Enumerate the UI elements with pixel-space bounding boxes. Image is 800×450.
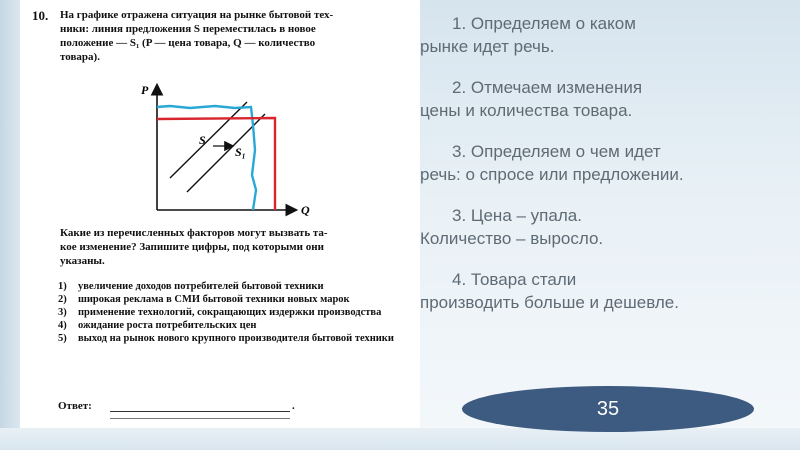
task-line: положение — S₁ (P — цена товара, Q — количество [60, 37, 316, 49]
step-line: 1. Определяем о каком [452, 14, 636, 33]
option-1 [58, 280, 408, 293]
task-line: товара). [60, 51, 100, 63]
supply-shift-graph [135, 80, 315, 225]
question-line: Какие из перечисленных факторов могут вызвать та- [60, 227, 328, 239]
step-5 [420, 268, 790, 314]
step-1 [420, 12, 790, 58]
question-line: указаны. [60, 255, 105, 267]
step-3 [420, 140, 790, 186]
option-text: выход на рынок нового крупного производителя бытовой техники [78, 333, 394, 344]
answer-options [58, 280, 408, 345]
option-text: ожидание роста потребительских цен [78, 320, 257, 331]
slide-bottom-frame [0, 428, 800, 450]
answer-label: Ответ: [58, 400, 92, 412]
option-number: 4) [58, 320, 67, 331]
slide-left-frame [0, 0, 20, 450]
task-line: ники: линия предложения S переместилась в новое [60, 23, 316, 35]
step-2 [420, 76, 790, 122]
step-line: речь: о спросе или предложении. [420, 165, 684, 184]
curve-s1-label: S₁ [235, 145, 246, 159]
step-line: рынке идет речь. [420, 37, 555, 56]
option-number: 1) [58, 281, 67, 292]
option-5 [58, 332, 408, 345]
option-text: применение технологий, сокращающих издержки производства [78, 307, 382, 318]
step-4 [420, 204, 790, 250]
option-2 [58, 293, 408, 306]
x-axis-label: Q [301, 203, 310, 217]
step-line: 3. Цена – упала. [452, 206, 582, 225]
answer-blank-underline [110, 418, 290, 419]
task-line: На графике отражена ситуация на рынке бытовой тех- [60, 9, 334, 21]
option-number: 3) [58, 307, 67, 318]
step-line: 2. Отмечаем изменения [452, 78, 643, 97]
option-3 [58, 306, 408, 319]
y-axis-label: P [141, 83, 149, 97]
task-number: 10. [32, 8, 49, 23]
option-text: широкая реклама в СМИ бытовой техники новых марок [78, 294, 350, 305]
solution-steps [420, 12, 790, 332]
question-line: кое изменение? Запишите цифры, под которыми они [60, 241, 324, 253]
question-text [60, 226, 405, 268]
curve-s-label: S [199, 133, 206, 147]
task-statement [60, 8, 410, 64]
step-line: 4. Товара стали [452, 270, 577, 289]
slide-number-badge [462, 386, 754, 432]
answer-blank-line [110, 411, 290, 412]
step-line: цены и количества товара. [420, 101, 633, 120]
option-number: 5) [58, 333, 67, 344]
answer-dot: . [292, 400, 295, 412]
slide-number: 35 [596, 397, 620, 420]
step-line: Количество – выросло. [420, 229, 604, 248]
supply-curve-s [170, 102, 247, 178]
worksheet-scan [20, 0, 420, 428]
option-4 [58, 319, 408, 332]
option-text: увеличение доходов потребителей бытовой техники [78, 281, 324, 292]
step-line: производить больше и дешевле. [420, 293, 679, 312]
option-number: 2) [58, 294, 67, 305]
step-line: 3. Определяем о чем идет [452, 142, 661, 161]
